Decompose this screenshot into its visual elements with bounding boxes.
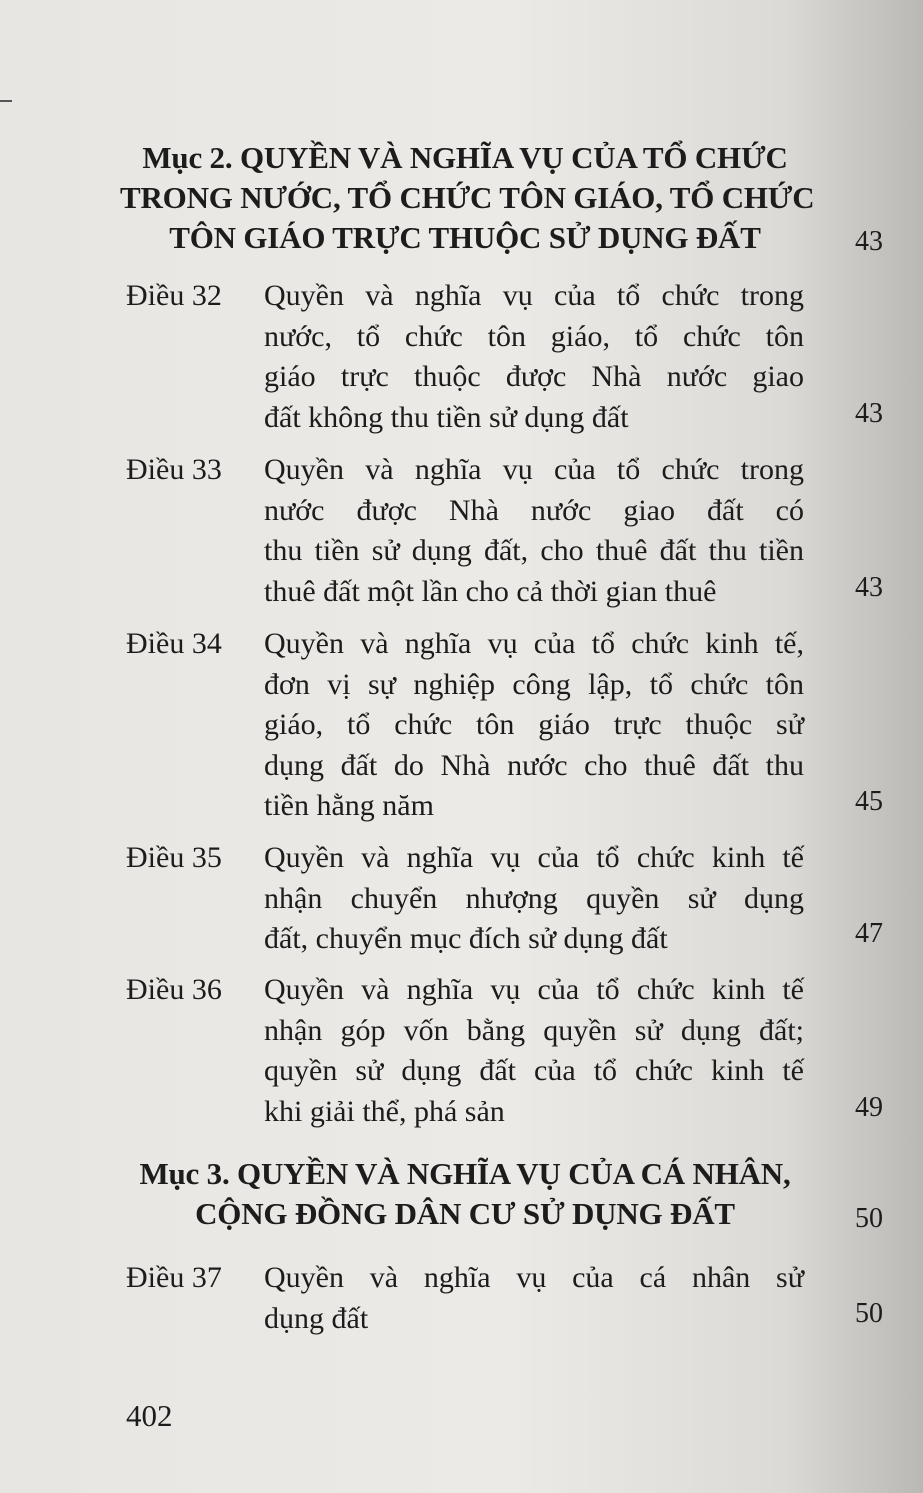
heading-line: Mục 3. QUYỀN VÀ NGHĨA VỤ CỦA CÁ NHÂN,: [139, 1156, 791, 1191]
title-line: Quyền và nghĩa vụ của tổ chức kinh tế: [264, 841, 804, 874]
title-line: khi giải thể, phá sản: [264, 1094, 505, 1128]
entry-page-number: 50: [855, 1298, 883, 1329]
title-line: nhận chuyển nhượng quyền sử dụng: [264, 881, 804, 915]
article-label: Điều 35: [126, 841, 222, 874]
article-title: [264, 276, 804, 438]
title-line: thuê đất một lần cho cả thời gian thuê: [264, 574, 717, 608]
section-page-number: 50: [855, 1203, 883, 1234]
title-line: Quyền và nghĩa vụ của tổ chức kinh tế,: [264, 627, 804, 660]
article-label: Điều 32: [126, 279, 222, 312]
title-line: Quyền và nghĩa vụ của tổ chức kinh tế: [264, 973, 804, 1006]
entry-page-number: 49: [855, 1092, 883, 1123]
article-title: [264, 450, 804, 612]
title-line: dụng đất: [264, 1301, 369, 1335]
article-title: [264, 838, 804, 960]
section-heading-muc-2: [120, 138, 815, 258]
article-label: Điều 36: [126, 973, 222, 1006]
entry-page-number: 45: [855, 786, 883, 817]
article-title: [264, 1258, 804, 1339]
article-label: Điều 33: [126, 453, 222, 486]
heading-line: TRONG NƯỚC, TỔ CHỨC TÔN GIÁO, TỔ CHỨC: [120, 180, 815, 215]
title-line: Quyền và nghĩa vụ của tổ chức trong: [264, 279, 804, 312]
title-line: dụng đất do Nhà nước cho thuê đất thu: [264, 748, 804, 782]
title-line: nước, tổ chức tôn giáo, tổ chức tôn: [264, 319, 804, 353]
title-line: quyền sử dụng đất của tổ chức kinh tế: [264, 1054, 804, 1087]
title-line: nhận góp vốn bằng quyền sử dụng đất;: [264, 1013, 804, 1047]
title-line: tiền hằng năm: [264, 789, 434, 822]
section-heading-muc-3: [120, 1154, 810, 1234]
heading-line: Mục 2. QUYỀN VÀ NGHĨA VỤ CỦA TỔ CHỨC: [142, 140, 788, 175]
title-line: nước được Nhà nước giao đất có: [264, 493, 804, 527]
title-line: đơn vị sự nghiệp công lập, tổ chức tôn: [264, 667, 804, 701]
article-label: Điều 37: [126, 1261, 222, 1294]
entry-page-number: 47: [855, 918, 883, 949]
page-edge-mark: [0, 100, 12, 102]
title-line: đất không thu tiền sử dụng đất: [264, 400, 629, 434]
article-label: Điều 34: [126, 627, 222, 660]
heading-line: TÔN GIÁO TRỰC THUỘC SỬ DỤNG ĐẤT: [169, 220, 761, 255]
title-line: thu tiền sử dụng đất, cho thuê đất thu tiền: [264, 534, 804, 567]
page-number: 402: [126, 1398, 173, 1433]
title-line: Quyền và nghĩa vụ của tổ chức trong: [264, 453, 804, 486]
title-line: Quyền và nghĩa vụ của cá nhân sử: [264, 1261, 804, 1294]
entry-page-number: 43: [855, 572, 883, 603]
title-line: đất, chuyển mục đích sử dụng đất: [264, 922, 668, 955]
title-line: giáo, tổ chức tôn giáo trực thuộc sử: [264, 708, 804, 741]
heading-line: CỘNG ĐỒNG DÂN CƯ SỬ DỤNG ĐẤT: [195, 1196, 735, 1231]
entry-page-number: 43: [855, 398, 883, 429]
title-line: giáo trực thuộc được Nhà nước giao: [264, 360, 804, 393]
article-title: [264, 970, 804, 1132]
article-title: [264, 624, 804, 827]
section-page-number: 43: [855, 226, 883, 257]
